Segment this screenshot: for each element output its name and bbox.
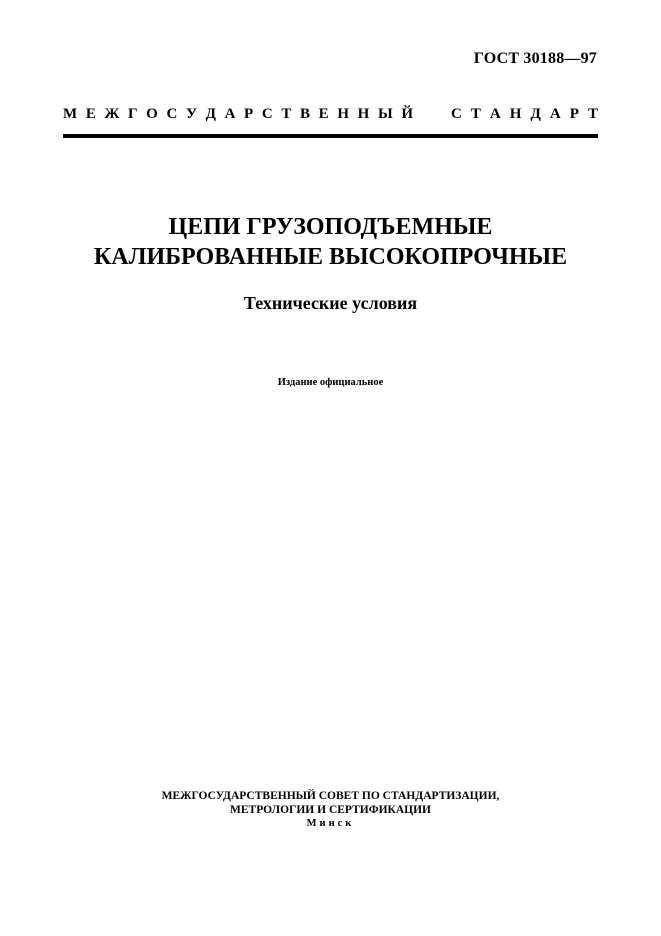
heading-letter: Т — [587, 106, 598, 122]
standard-type-heading — [63, 106, 598, 123]
standard-type-word-1 — [63, 106, 413, 123]
title-line-1: ЦЕПИ ГРУЗОПОДЪЕМНЫЕ — [168, 214, 493, 240]
title-line-2: КАЛИБРОВАННЫЕ ВЫСОКОПРОЧНЫЕ — [93, 244, 568, 270]
heading-letter: Ы — [377, 106, 393, 122]
publisher-line-2: МЕТРОЛОГИИ И СЕРТИФИКАЦИИ — [230, 804, 431, 816]
heading-letter: А — [224, 106, 236, 122]
heading-letter: У — [185, 106, 197, 122]
heading-letter: Н — [337, 106, 349, 122]
heading-letter: Д — [205, 106, 216, 122]
heading-letter: Д — [530, 106, 541, 122]
heading-letter: О — [146, 106, 158, 122]
heading-letter: С — [261, 106, 273, 122]
heading-letter: Е — [85, 106, 96, 122]
heading-letter: Г — [127, 106, 138, 122]
document-number: ГОСТ 30188—97 — [473, 50, 597, 67]
heading-letter: Й — [401, 106, 413, 122]
heading-letter: М — [63, 106, 78, 122]
heading-letter: С — [451, 106, 462, 122]
heading-letter: Р — [244, 106, 254, 122]
heading-letter: Ж — [104, 106, 120, 122]
heading-letter: Р — [569, 106, 579, 122]
publisher-city: Минск — [306, 818, 355, 829]
heading-letter: Н — [357, 106, 370, 122]
heading-letter: А — [489, 106, 501, 122]
header-rule — [63, 134, 598, 138]
heading-letter: С — [166, 106, 178, 122]
standard-type-word-2 — [451, 106, 598, 123]
heading-letter: А — [549, 106, 561, 122]
publisher-line-1: МЕЖГОСУДАРСТВЕННЫЙ СОВЕТ ПО СТАНДАРТИЗАЦИИ, — [161, 790, 500, 802]
edition-note: Издание официальное — [277, 377, 384, 388]
heading-letter: Т — [281, 106, 292, 122]
heading-letter: В — [300, 106, 311, 122]
document-title — [0, 212, 661, 272]
heading-letter: Е — [318, 106, 329, 122]
document-subtitle: Технические условия — [243, 293, 418, 313]
heading-letter: Т — [470, 106, 481, 122]
publisher-block — [0, 789, 661, 831]
heading-letter: Н — [509, 106, 522, 122]
